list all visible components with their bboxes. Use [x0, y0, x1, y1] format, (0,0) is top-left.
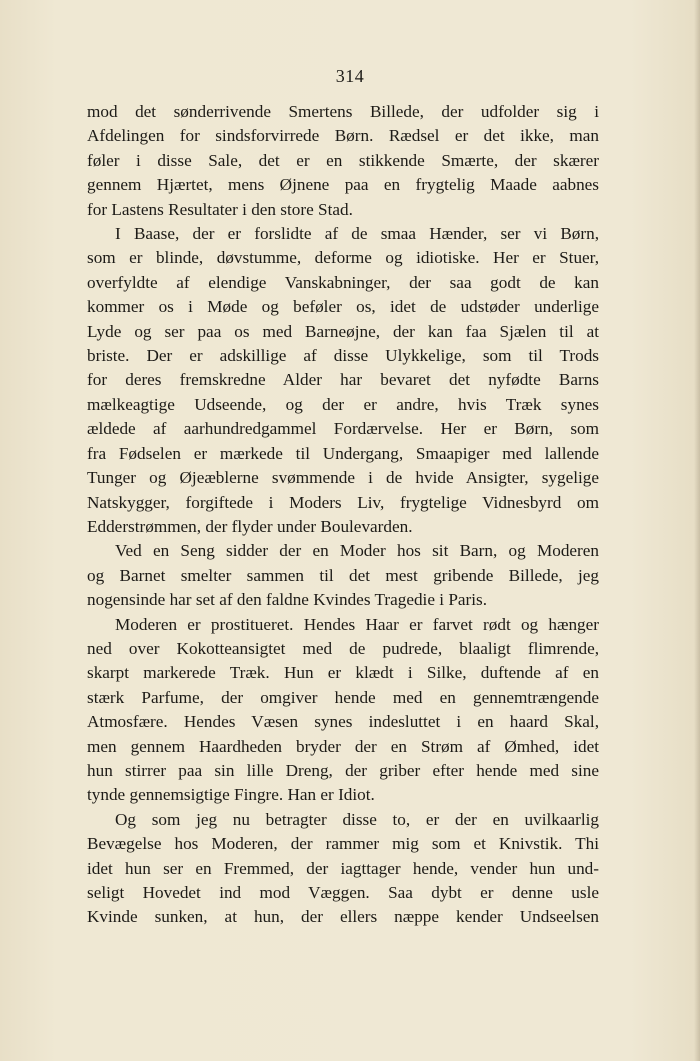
text-line: mælkeagtige Udseende, og der er andre, hvis Træk synes: [87, 394, 599, 414]
text-line: hun stirrer paa sin lille Dreng, der griber efter hende med sine: [87, 760, 599, 780]
text-line: Atmosfære. Hendes Væsen synes indesluttet i en haard Skal,: [87, 712, 599, 732]
text-line: nogensinde har set af den faldne Kvindes Tragedie i Paris.: [87, 590, 487, 610]
text-line: Edderstrømmen, der flyder under Boulevarden.: [87, 516, 413, 536]
text-line: gennem Hjærtet, mens Øjnene paa en frygtelig Maade aabnes: [87, 175, 599, 195]
text-line: og Barnet smelter sammen til det mest gribende Billede, jeg: [87, 565, 599, 585]
text-line: Lyde og ser paa os med Barneøjne, der kan faa Sjælen til at: [87, 321, 599, 341]
page-number: 314: [335, 66, 365, 86]
text-line: mod det sønderrivende Smertens Billede, der udfolder sig i: [87, 102, 599, 121]
text-line: ældede af aarhundredgammel Fordærvelse. Her er Børn, som: [87, 419, 599, 439]
text-line: overfyldte af elendige Vanskabninger, der saa godt de kan: [87, 272, 599, 292]
text-line: tynde gennemsigtige Fingre. Han er Idiot.: [87, 785, 375, 805]
text-line: idet hun ser en Fremmed, der iagttager hende, vender hun und-: [87, 858, 599, 878]
text-line: ned over Kokotteansigtet med de pudrede, blaaligt flimrende,: [87, 638, 599, 658]
text-line: stærk Parfume, der omgiver hende med en gennemtrængende: [87, 687, 599, 707]
text-line: Bevægelse hos Moderen, der rammer mig som et Knivstik. Thi: [87, 834, 599, 854]
text-line: briste. Der er adskillige af disse Ulykkelige, som til Trods: [87, 346, 599, 366]
text-line: Kvinde sunken, at hun, der ellers næppe kender Undseelsen: [87, 907, 599, 927]
page-edge-shadow: [694, 0, 700, 1061]
text-line: I Baase, der er forslidte af de smaa Hænder, ser vi Børn,: [115, 224, 599, 244]
text-line: fra Fødselen er mærkede til Undergang, Smaapiger med lallende: [87, 443, 599, 463]
text-line: Ved en Seng sidder der en Moder hos sit Barn, og Moderen: [115, 541, 599, 561]
body-text: [87, 100, 599, 930]
text-line: seligt Hovedet ind mod Væggen. Saa dybt er denne usle: [87, 883, 599, 902]
text-line: Natskygger, forgiftede i Moders Liv, frygtelige Vidnesbyrd om: [87, 492, 599, 512]
text-line: Og som jeg nu betragter disse to, er der en uvilkaarlig: [115, 809, 599, 829]
text-line: for deres fremskredne Alder har bevaret det nyfødte Barns: [87, 370, 599, 390]
text-line: Moderen er prostitueret. Hendes Haar er farvet rødt og hænger: [115, 614, 599, 634]
text-line: men gennem Haardheden bryder der en Strøm af Ømhed, idet: [87, 736, 599, 756]
text-line: som er blinde, døvstumme, deforme og idiotiske. Her er Stuer,: [87, 248, 599, 268]
text-line: for Lastens Resultater i den store Stad.: [87, 199, 353, 219]
text-line: Afdelingen for sindsforvirrede Børn. Rædsel er det ikke, man: [87, 126, 599, 146]
text-line: Tunger og Øjeæblerne svømmende i de hvide Ansigter, sygelige: [87, 468, 599, 488]
text-line: føler i disse Sale, det er en stikkende Smærte, der skærer: [87, 150, 599, 170]
text-line: kommer os i Møde og beføler os, idet de udstøder underlige: [87, 297, 599, 317]
text-line: skarpt markerede Træk. Hun er klædt i Silke, duftende af en: [87, 663, 599, 683]
